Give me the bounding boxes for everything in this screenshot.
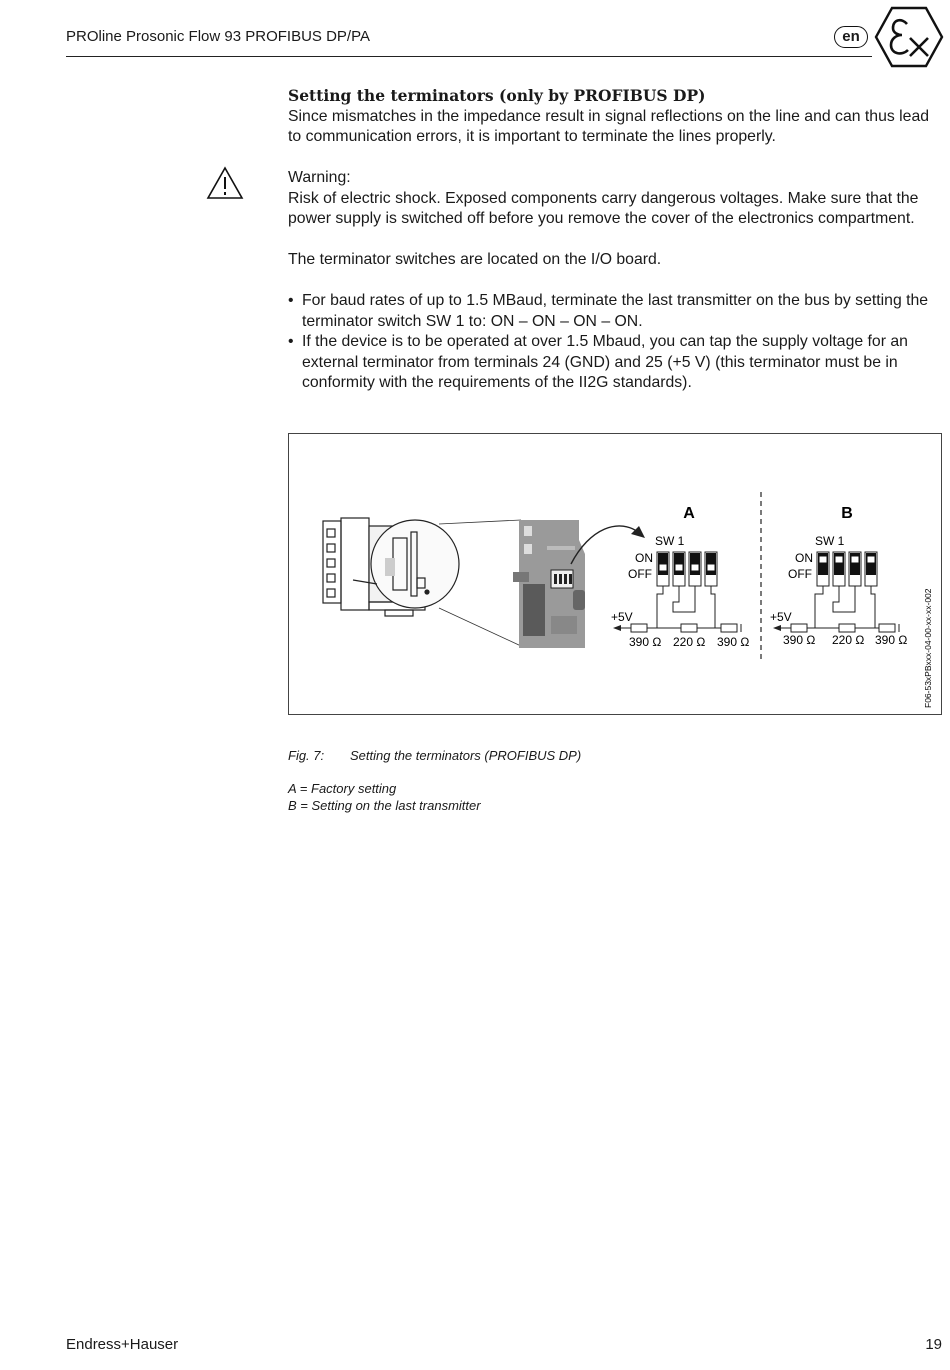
main-content <box>288 86 942 394</box>
figure-frame <box>288 433 942 715</box>
panel-a <box>611 534 749 649</box>
ex-hexagon-logo <box>874 6 944 68</box>
footer-brand: Endress+Hauser <box>66 1336 179 1353</box>
bullet-list <box>288 291 942 394</box>
caption-text: Setting the terminators (PROFIBUS DP) <box>350 748 582 763</box>
voltage-label: +5V <box>611 610 633 624</box>
warning-label: Warning: <box>288 169 351 186</box>
resistor-label-1: 390 Ω <box>629 635 662 649</box>
header-divider <box>66 56 872 57</box>
resistor-label-2: 220 Ω <box>673 635 706 649</box>
transmitter-housing-drawing <box>323 518 459 616</box>
legend-item-a: A = Factory setting <box>288 781 397 796</box>
list-item: • For baud rates of up to 1.5 MBaud, terminate the last transmitter on the bus by setting the terminator switch SW 1 to: ON – ON – ON – ON. <box>288 291 942 332</box>
terminator-diagram <box>289 434 943 716</box>
io-board-image <box>513 520 585 648</box>
on-label: ON <box>795 551 813 565</box>
page-number: 19 <box>925 1336 942 1353</box>
resistor-label-3: 390 Ω <box>717 635 750 649</box>
off-label: OFF <box>628 567 652 581</box>
switch-label: SW 1 <box>815 534 845 548</box>
voltage-label: +5V <box>770 610 792 624</box>
off-label: OFF <box>788 567 812 581</box>
pointer-arrow-head <box>631 526 645 538</box>
figure-caption <box>288 748 581 763</box>
panel-a-label: A <box>683 505 695 522</box>
legend-item-b: B = Setting on the last transmitter <box>288 798 481 813</box>
panel-b-label: B <box>841 505 853 522</box>
zoom-line-bottom <box>439 608 521 646</box>
warning-triangle-icon <box>206 166 244 200</box>
zoom-line-top <box>439 520 521 524</box>
language-badge: en <box>834 26 868 48</box>
warning-text: Risk of electric shock. Exposed components carry dangerous voltages. Make sure that the power supply is switched off before you remove the cover of the electronics compartment. <box>288 189 919 227</box>
on-label: ON <box>635 551 653 565</box>
resistor-label-2: 220 Ω <box>832 633 865 647</box>
intro-paragraph: Since mismatches in the impedance result in signal reflections on the line and can thus lead to communication errors, it is important to terminate the lines properly. <box>288 107 930 145</box>
location-paragraph: The terminator switches are located on the I/O board. <box>288 251 662 268</box>
resistor-label-1: 390 Ω <box>783 633 816 647</box>
list-item: • If the device is to be operated at over 1.5 Mbaud, you can tap the supply voltage for an external terminator from terminals 24 (GND) and 25 (+5 V) (this terminator must be in conformity with the requirements of the II2G standards). <box>288 332 942 394</box>
section-heading: Setting the terminators (only by PROFIBUS DP) <box>288 86 706 105</box>
header-title: PROline Prosonic Flow 93 PROFIBUS DP/PA <box>66 28 370 45</box>
panel-b <box>770 534 907 647</box>
caption-number: Fig. 7: <box>288 748 325 763</box>
resistor-label-3: 390 Ω <box>875 633 908 647</box>
figure-code: F06-53xPBxxx-04-00-xx-xx-002 <box>923 588 933 708</box>
figure-legend <box>288 780 481 814</box>
switch-label: SW 1 <box>655 534 685 548</box>
